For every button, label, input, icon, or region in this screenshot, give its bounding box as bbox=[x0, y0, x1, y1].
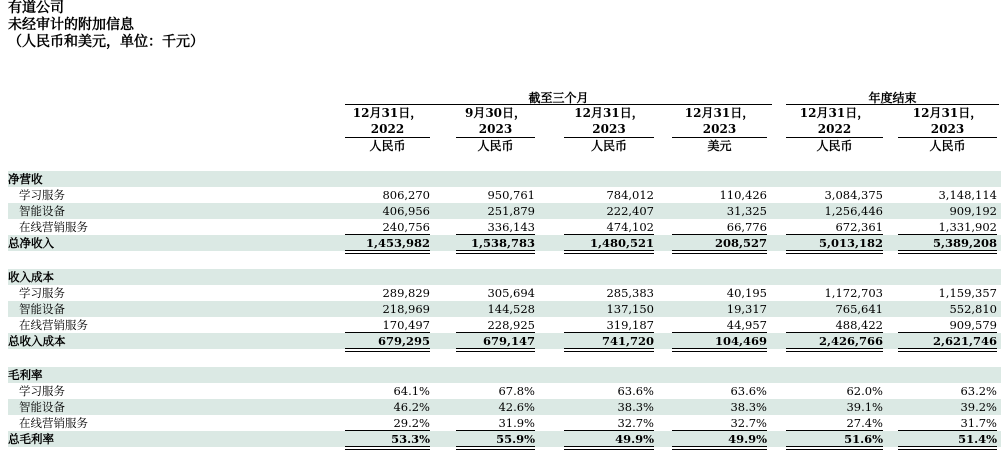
group-year-ended: 年度结束 bbox=[868, 91, 917, 105]
section-title-row bbox=[8, 367, 1001, 383]
cell-value: 950,761 bbox=[487, 188, 535, 202]
cell-value: 67.8% bbox=[498, 384, 535, 398]
total-double-rule bbox=[672, 446, 767, 450]
cell-value: 1,480,521 bbox=[589, 236, 654, 250]
cell-value: 1,172,703 bbox=[824, 286, 883, 300]
cell-value: 909,579 bbox=[949, 318, 997, 332]
cell-value: 66,776 bbox=[726, 220, 767, 234]
total-double-rule bbox=[786, 446, 883, 450]
total-top-rule bbox=[345, 430, 430, 431]
row-label: 总净收入 bbox=[8, 236, 54, 250]
cell-value: 1,331,902 bbox=[938, 220, 997, 234]
total-row bbox=[8, 431, 1001, 447]
total-top-rule bbox=[786, 332, 883, 333]
cell-value: 63.6% bbox=[730, 384, 767, 398]
cell-value: 251,879 bbox=[487, 204, 535, 218]
column-year-rule bbox=[564, 137, 654, 138]
cell-value: 44,957 bbox=[726, 318, 767, 332]
row-label: 在线营销服务 bbox=[19, 220, 88, 234]
cell-value: 679,295 bbox=[377, 334, 430, 348]
row-label: 学习服务 bbox=[19, 384, 65, 398]
cell-value: 31.7% bbox=[960, 416, 997, 430]
total-double-rule bbox=[456, 446, 535, 450]
cell-value: 31,325 bbox=[726, 204, 767, 218]
total-double-rule bbox=[672, 348, 767, 352]
row-label: 学习服务 bbox=[19, 188, 65, 202]
cell-value: 765,641 bbox=[835, 302, 883, 316]
total-top-rule bbox=[564, 332, 654, 333]
total-top-rule bbox=[672, 234, 767, 235]
row-label: 智能设备 bbox=[19, 204, 65, 218]
cell-value: 40,195 bbox=[726, 286, 767, 300]
row-label: 总毛利率 bbox=[8, 432, 54, 446]
column-year-rule bbox=[345, 137, 430, 138]
cell-value: 3,084,375 bbox=[824, 188, 883, 202]
total-double-rule bbox=[345, 250, 430, 254]
cell-value: 218,969 bbox=[382, 302, 430, 316]
total-double-rule bbox=[456, 348, 535, 352]
total-double-rule bbox=[345, 446, 430, 450]
cell-value: 552,810 bbox=[949, 302, 997, 316]
total-row bbox=[8, 333, 1001, 349]
column-currency: 人民币 bbox=[369, 139, 406, 153]
total-top-rule bbox=[564, 430, 654, 431]
cell-value: 55.9% bbox=[496, 432, 535, 446]
cell-value: 170,497 bbox=[382, 318, 430, 332]
cell-value: 305,694 bbox=[487, 286, 535, 300]
table-row bbox=[8, 219, 1001, 235]
cell-value: 53.3% bbox=[391, 432, 430, 446]
total-top-rule bbox=[786, 234, 883, 235]
total-top-rule bbox=[564, 234, 654, 235]
cell-value: 39.1% bbox=[846, 400, 883, 414]
cell-value: 208,527 bbox=[714, 236, 767, 250]
cell-value: 51.4% bbox=[958, 432, 997, 446]
cell-value: 285,383 bbox=[606, 286, 654, 300]
cell-value: 104,469 bbox=[714, 334, 767, 348]
column-currency: 人民币 bbox=[816, 139, 853, 153]
column-year-rule bbox=[898, 137, 997, 138]
cell-value: 1,159,357 bbox=[938, 286, 997, 300]
cell-value: 144,528 bbox=[487, 302, 535, 316]
column-year-rule bbox=[672, 137, 767, 138]
cell-value: 19,317 bbox=[726, 302, 767, 316]
cell-value: 406,956 bbox=[382, 204, 430, 218]
cell-value: 679,147 bbox=[482, 334, 535, 348]
row-label: 总收入成本 bbox=[8, 334, 66, 348]
total-top-rule bbox=[456, 332, 535, 333]
total-top-rule bbox=[456, 430, 535, 431]
cell-value: 38.3% bbox=[617, 400, 654, 414]
total-top-rule bbox=[345, 234, 430, 235]
cell-value: 1,538,783 bbox=[470, 236, 535, 250]
cell-value: 909,192 bbox=[949, 204, 997, 218]
total-top-rule bbox=[898, 332, 997, 333]
column-currency: 人民币 bbox=[477, 139, 514, 153]
total-double-rule bbox=[786, 348, 883, 352]
table-row bbox=[8, 317, 1001, 333]
column-year: 2022 bbox=[370, 122, 405, 136]
cell-value: 1,256,446 bbox=[824, 204, 883, 218]
cell-value: 741,720 bbox=[601, 334, 654, 348]
cell-value: 3,148,114 bbox=[938, 188, 997, 202]
cell-value: 228,925 bbox=[487, 318, 535, 332]
column-year-rule bbox=[456, 137, 535, 138]
table-row bbox=[8, 383, 1001, 399]
row-label: 智能设备 bbox=[19, 400, 65, 414]
group-three-months: 截至三个月 bbox=[528, 91, 589, 105]
cell-value: 137,150 bbox=[606, 302, 654, 316]
column-date: 12月31日， bbox=[912, 106, 983, 120]
table-row bbox=[8, 415, 1001, 431]
total-double-rule bbox=[672, 250, 767, 254]
row-label: 在线营销服务 bbox=[19, 416, 88, 430]
cell-value: 29.2% bbox=[393, 416, 430, 430]
column-year-rule bbox=[786, 137, 883, 138]
total-double-rule bbox=[564, 250, 654, 254]
total-top-rule bbox=[672, 430, 767, 431]
total-double-rule bbox=[564, 348, 654, 352]
table-row bbox=[8, 203, 1001, 219]
cell-value: 38.3% bbox=[730, 400, 767, 414]
total-double-rule bbox=[345, 348, 430, 352]
company-name: 有道公司 bbox=[8, 0, 64, 16]
cell-value: 63.6% bbox=[617, 384, 654, 398]
total-double-rule bbox=[898, 348, 997, 352]
cell-value: 63.2% bbox=[960, 384, 997, 398]
total-top-rule bbox=[786, 430, 883, 431]
row-label: 智能设备 bbox=[19, 302, 65, 316]
total-double-rule bbox=[898, 250, 997, 254]
total-top-rule bbox=[898, 234, 997, 235]
column-year: 2023 bbox=[930, 122, 965, 136]
table-row bbox=[8, 399, 1001, 415]
total-top-rule bbox=[456, 234, 535, 235]
cell-value: 336,143 bbox=[487, 220, 535, 234]
cell-value: 289,829 bbox=[382, 286, 430, 300]
section-title: 净营收 bbox=[8, 172, 43, 186]
cell-value: 474,102 bbox=[606, 220, 654, 234]
total-top-rule bbox=[345, 332, 430, 333]
total-double-rule bbox=[564, 446, 654, 450]
column-date: 9月30日， bbox=[464, 106, 527, 120]
cell-value: 5,013,182 bbox=[818, 236, 883, 250]
cell-value: 672,361 bbox=[835, 220, 883, 234]
report-header bbox=[8, 0, 204, 51]
column-currency: 人民币 bbox=[590, 139, 627, 153]
cell-value: 240,756 bbox=[382, 220, 430, 234]
cell-value: 62.0% bbox=[846, 384, 883, 398]
cell-value: 51.6% bbox=[844, 432, 883, 446]
cell-value: 1,453,982 bbox=[365, 236, 430, 250]
total-double-rule bbox=[898, 446, 997, 450]
column-date: 12月31日， bbox=[352, 106, 423, 120]
cell-value: 110,426 bbox=[719, 188, 767, 202]
table-row bbox=[8, 285, 1001, 301]
cell-value: 49.9% bbox=[728, 432, 767, 446]
total-double-rule bbox=[786, 250, 883, 254]
column-currency: 人民币 bbox=[929, 139, 966, 153]
cell-value: 806,270 bbox=[382, 188, 430, 202]
cell-value: 5,389,208 bbox=[932, 236, 997, 250]
cell-value: 32.7% bbox=[730, 416, 767, 430]
cell-value: 64.1% bbox=[393, 384, 430, 398]
row-label: 在线营销服务 bbox=[19, 318, 88, 332]
table-row bbox=[8, 301, 1001, 317]
column-year: 2023 bbox=[702, 122, 737, 136]
total-row bbox=[8, 235, 1001, 251]
section-title-row bbox=[8, 269, 1001, 285]
section-title: 收入成本 bbox=[8, 270, 54, 284]
total-top-rule bbox=[898, 430, 997, 431]
cell-value: 31.9% bbox=[498, 416, 535, 430]
row-label: 学习服务 bbox=[19, 286, 65, 300]
cell-value: 2,426,766 bbox=[818, 334, 883, 348]
column-currency: 美元 bbox=[707, 139, 732, 153]
units-note: （人民币和美元，单位：千元） bbox=[8, 34, 204, 50]
column-year: 2023 bbox=[478, 122, 513, 136]
section-title: 毛利率 bbox=[8, 368, 43, 382]
column-year: 2022 bbox=[817, 122, 852, 136]
column-date: 12月31日， bbox=[684, 106, 755, 120]
column-date: 12月31日， bbox=[574, 106, 644, 120]
report-subtitle: 未经审计的附加信息 bbox=[8, 17, 134, 33]
total-top-rule bbox=[672, 332, 767, 333]
cell-value: 784,012 bbox=[606, 188, 654, 202]
cell-value: 46.2% bbox=[393, 400, 430, 414]
cell-value: 32.7% bbox=[617, 416, 654, 430]
cell-value: 39.2% bbox=[960, 400, 997, 414]
column-year: 2023 bbox=[592, 122, 626, 136]
cell-value: 49.9% bbox=[615, 432, 654, 446]
cell-value: 27.4% bbox=[846, 416, 883, 430]
cell-value: 42.6% bbox=[498, 400, 535, 414]
cell-value: 319,187 bbox=[606, 318, 654, 332]
cell-value: 2,621,746 bbox=[932, 334, 997, 348]
cell-value: 222,407 bbox=[606, 204, 654, 218]
column-date: 12月31日， bbox=[799, 106, 870, 120]
cell-value: 488,422 bbox=[835, 318, 883, 332]
table-row bbox=[8, 187, 1001, 203]
total-double-rule bbox=[456, 250, 535, 254]
section-title-row bbox=[8, 171, 1001, 187]
